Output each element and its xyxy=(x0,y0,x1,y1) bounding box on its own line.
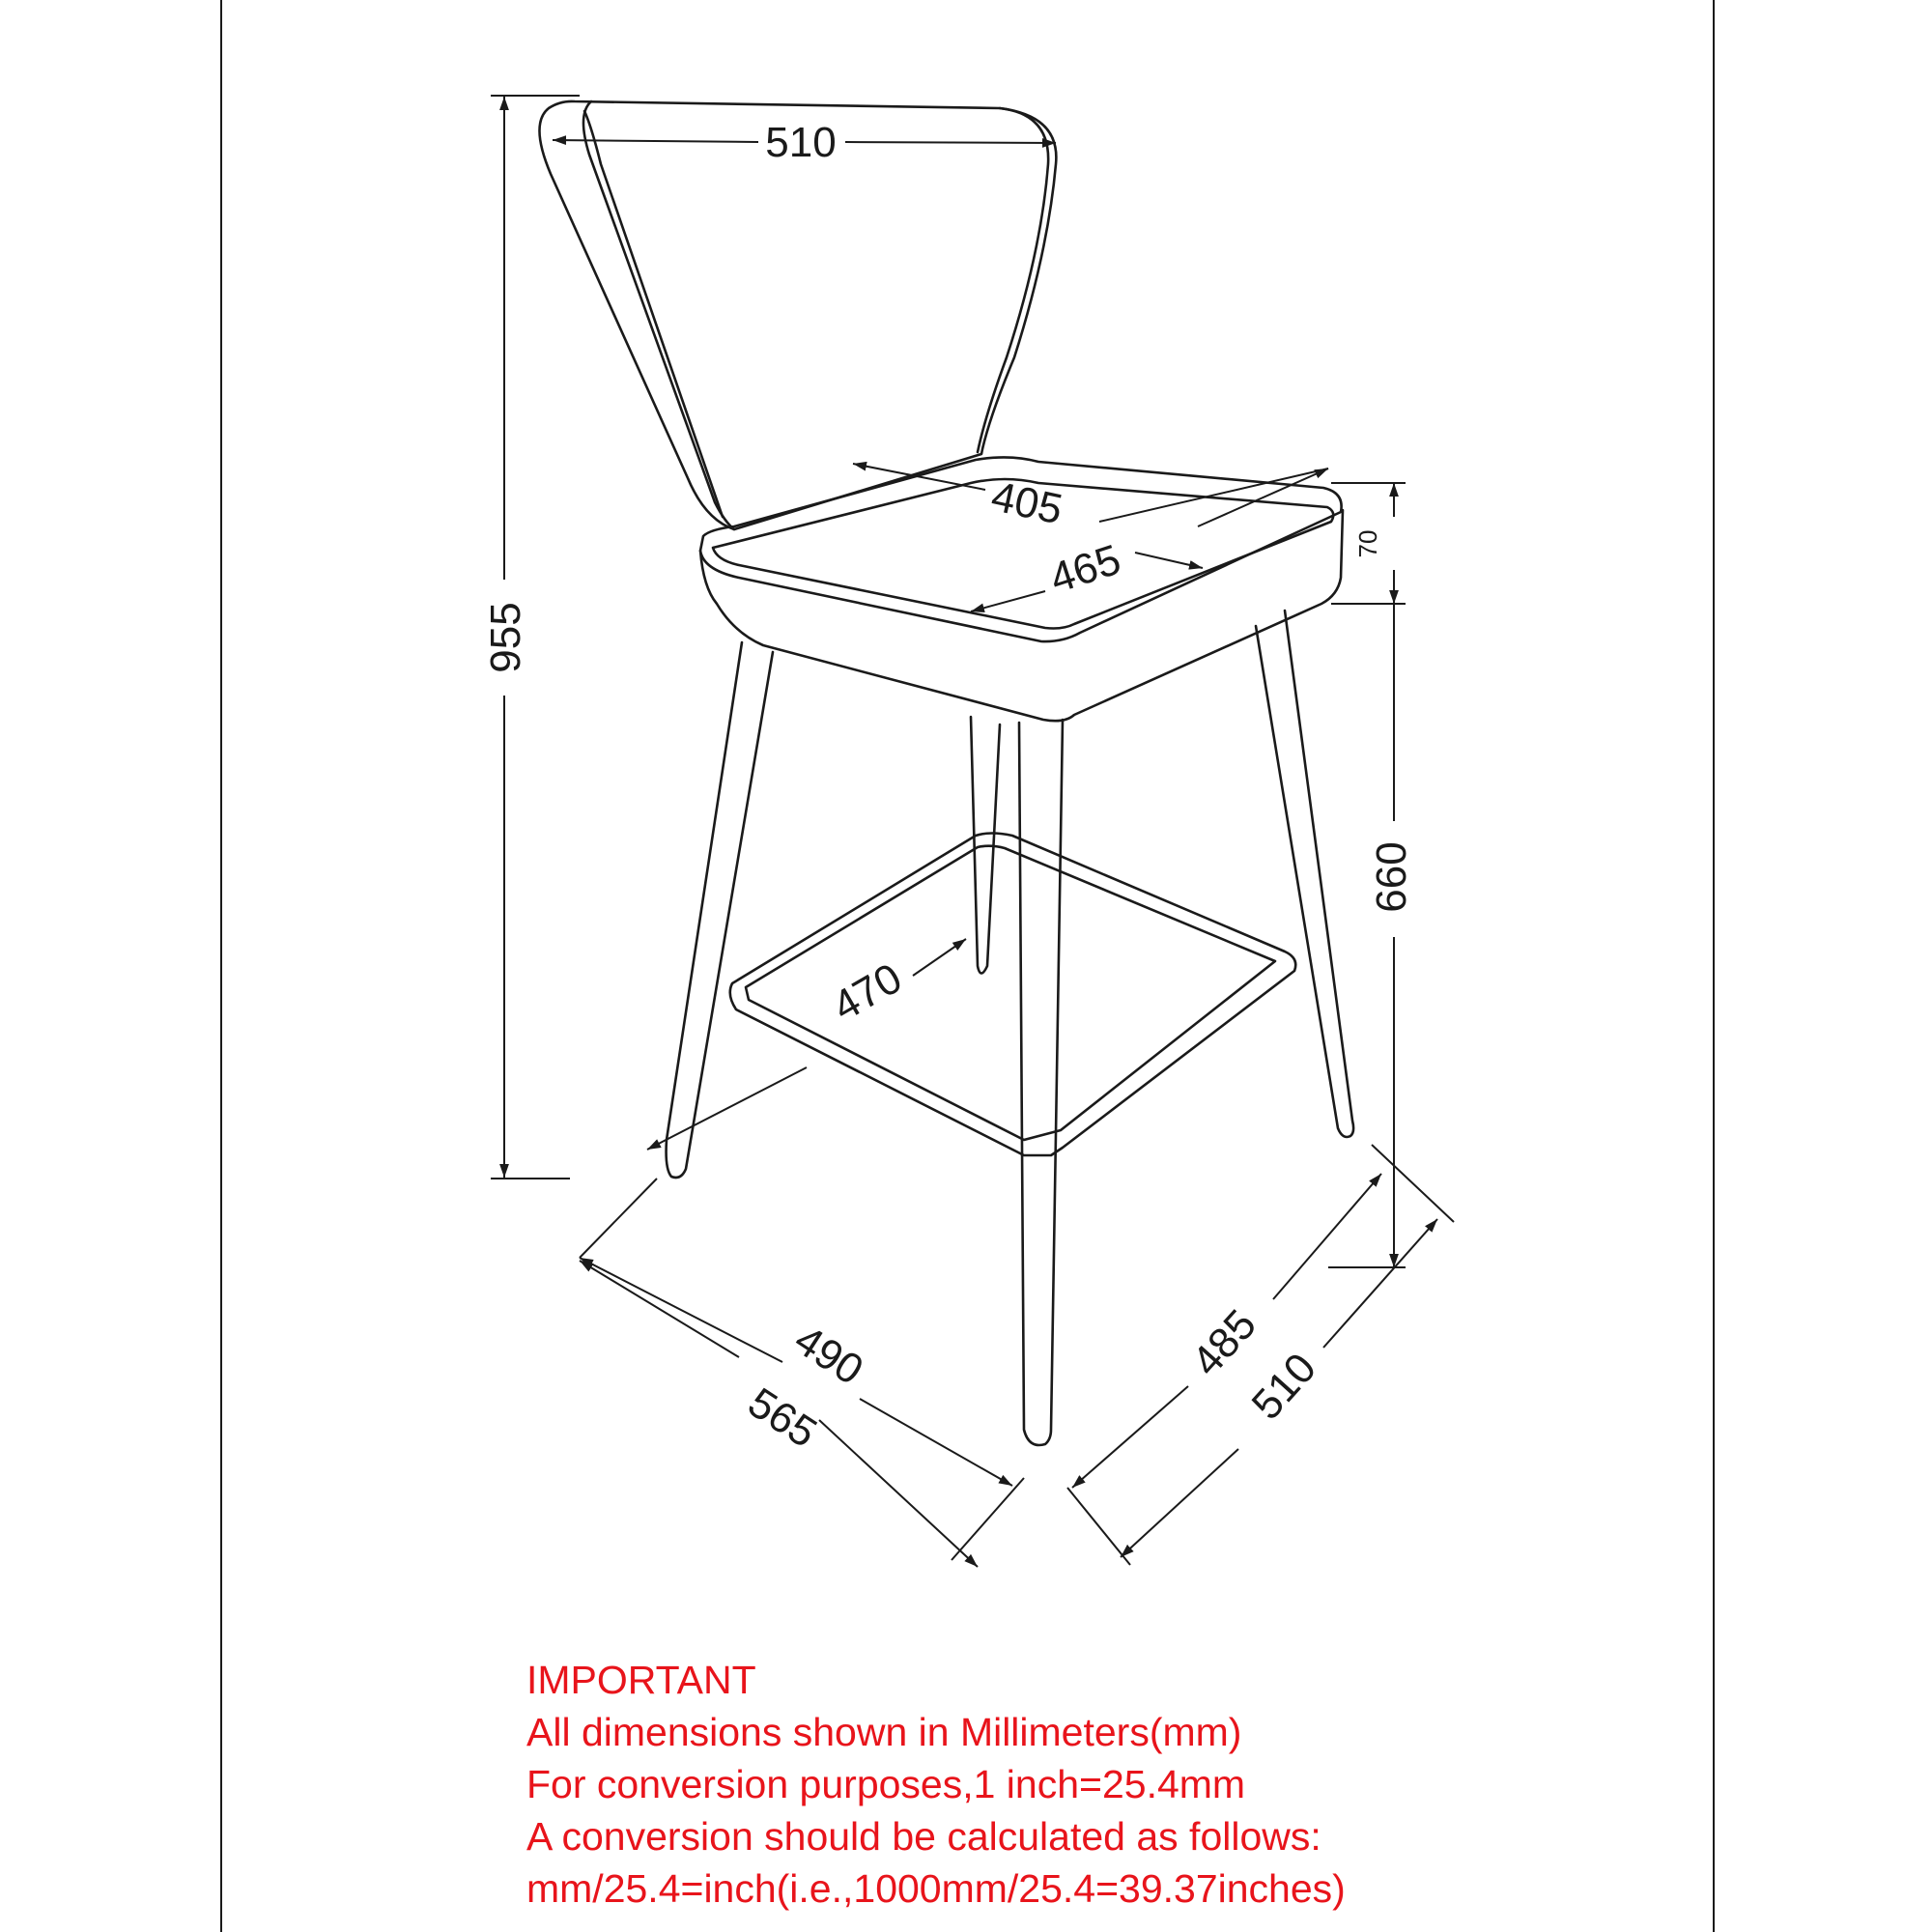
dim-front-width xyxy=(1067,1145,1454,1565)
dim-seat-height xyxy=(1328,605,1415,1267)
dim-label-front-width-outer: 510 xyxy=(1242,1344,1325,1429)
footrest-inner xyxy=(746,846,1275,1140)
front-leg xyxy=(1019,720,1063,1445)
dim-label-backrest-width: 510 xyxy=(765,119,837,166)
dim-overall-height xyxy=(482,96,580,1179)
dim-label-footrest-width: 470 xyxy=(824,953,910,1032)
dim-label-side-depth-inner: 490 xyxy=(785,1316,872,1395)
notes-line-1: All dimensions shown in Millimeters(mm) xyxy=(526,1710,1242,1754)
notes-line-4: mm/25.4=inch(i.e.,1000mm/25.4=39.37inches) xyxy=(526,1866,1346,1911)
important-notes xyxy=(526,1654,1492,1915)
notes-line-2: For conversion purposes,1 inch=25.4mm xyxy=(526,1762,1246,1806)
dim-label-seat-back-width: 405 xyxy=(987,472,1067,534)
footrest xyxy=(730,834,1296,1156)
seat-side xyxy=(700,510,1343,721)
back-right-leg xyxy=(1256,611,1353,1137)
dim-side-depth xyxy=(580,1179,1024,1567)
dim-seat-front-width xyxy=(971,536,1203,611)
dim-label-seat-height: 660 xyxy=(1368,841,1415,913)
dim-label-overall-height: 955 xyxy=(482,602,529,673)
backrest-inner-piping xyxy=(584,111,723,517)
backrest-front-edge xyxy=(978,108,1048,452)
dim-label-seat-front-width: 465 xyxy=(1044,535,1127,603)
backrest-piping xyxy=(583,101,734,529)
stool-outline xyxy=(539,101,1353,1445)
notes-line-3: A conversion should be calculated as follows: xyxy=(526,1814,1321,1859)
dim-label-side-depth-outer: 565 xyxy=(739,1378,826,1458)
dim-backrest-width xyxy=(553,119,1056,166)
back-left-leg xyxy=(667,642,773,1178)
dim-label-front-width-inner: 485 xyxy=(1182,1300,1265,1385)
dim-label-seat-thickness: 70 xyxy=(1353,529,1382,558)
notes-heading: IMPORTANT xyxy=(526,1658,756,1702)
